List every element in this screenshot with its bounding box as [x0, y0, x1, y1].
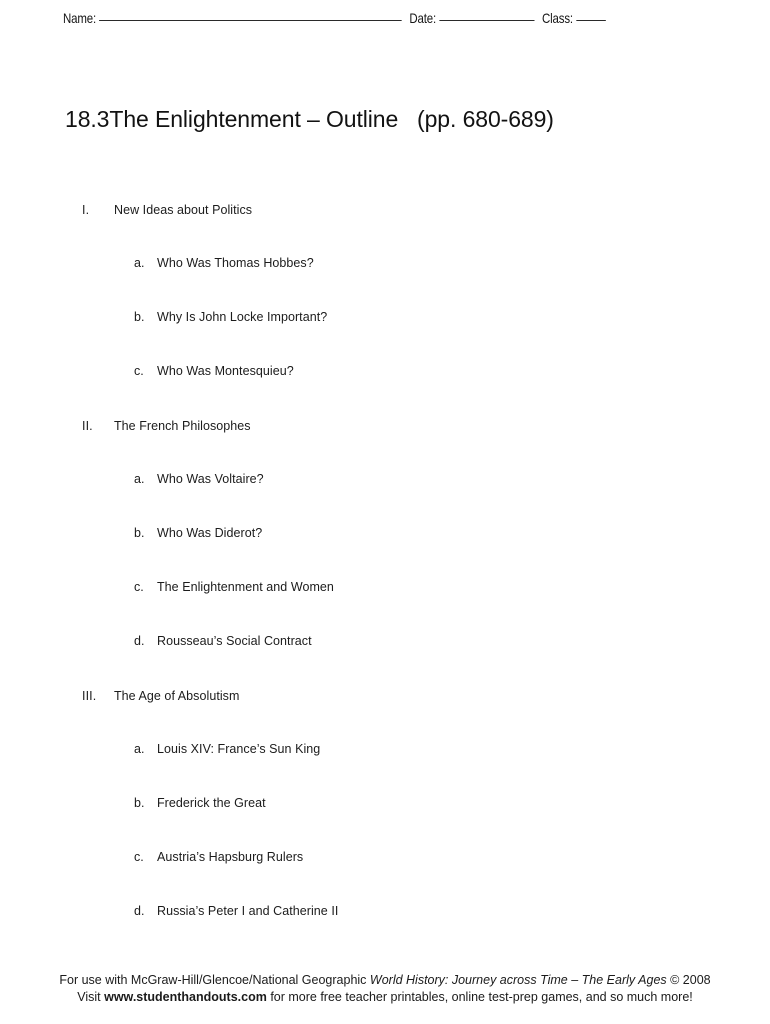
date-write-line[interactable]: [439, 20, 534, 21]
outline-subitem: [0, 240, 770, 294]
outline-section-title: The French Philosophes: [114, 419, 251, 433]
outline-subitem-letter: a.: [134, 472, 145, 486]
outline-body: [0, 186, 770, 942]
outline-subitem: [0, 780, 770, 834]
outline-section-title: The Age of Absolutism: [114, 689, 240, 703]
footer-visit-suffix: for more free teacher printables, online test-prep games, and so much more!: [266, 990, 693, 1004]
outline-section: [0, 402, 770, 672]
footer-line-website: [0, 989, 770, 1006]
outline-subitem-letter: d.: [134, 634, 145, 648]
outline-subitem: [0, 618, 770, 672]
student-info-header: [63, 10, 607, 32]
outline-section-header: [0, 672, 770, 726]
outline-subitem-letter: d.: [134, 904, 145, 918]
outline-subitem-text: Who Was Thomas Hobbes?: [157, 256, 314, 270]
page-footer: [0, 972, 770, 1006]
outline-section: [0, 672, 770, 942]
outline-subitem-text: The Enlightenment and Women: [157, 580, 334, 594]
name-write-line[interactable]: [99, 20, 402, 21]
footer-attribution-prefix: For use with McGraw-Hill/Glencoe/National Geographic: [59, 973, 370, 987]
name-label: Name:: [63, 10, 97, 26]
outline-subitem-text: Who Was Montesquieu?: [157, 364, 294, 378]
outline-subitem-text: Who Was Diderot?: [157, 526, 263, 540]
footer-line-attribution: [0, 972, 770, 989]
outline-subitem-text: Louis XIV: France’s Sun King: [157, 742, 321, 756]
outline-subitem: [0, 294, 770, 348]
outline-subitem: [0, 510, 770, 564]
outline-subitem: [0, 564, 770, 618]
outline-subitem-letter: b.: [134, 310, 145, 324]
outline-subitem-text: Why Is John Locke Important?: [157, 310, 328, 324]
class-write-line[interactable]: [576, 20, 606, 21]
outline-section-header: [0, 186, 770, 240]
outline-subitem-text: Frederick the Great: [157, 796, 266, 810]
outline-section-numeral: I.: [82, 203, 90, 217]
footer-visit-prefix: Visit: [77, 990, 105, 1004]
outline-subitem-letter: b.: [134, 796, 145, 810]
outline-section-numeral: III.: [82, 689, 97, 703]
footer-website-link[interactable]: www.studenthandouts.com: [104, 990, 267, 1004]
outline-subitem-text: Who Was Voltaire?: [157, 472, 264, 486]
outline-subitem: [0, 726, 770, 780]
outline-subitem: [0, 456, 770, 510]
outline-subitem-letter: c.: [134, 580, 144, 594]
outline-subitem-letter: b.: [134, 526, 145, 540]
outline-subitem: [0, 834, 770, 888]
outline-subitem-text: Russia’s Peter I and Catherine II: [157, 904, 339, 918]
outline-subitem: [0, 348, 770, 402]
outline-section: [0, 186, 770, 402]
outline-section-numeral: II.: [82, 419, 93, 433]
outline-subitem-letter: c.: [134, 364, 144, 378]
outline-section-header: [0, 402, 770, 456]
outline-section-title: New Ideas about Politics: [114, 203, 253, 217]
outline-subitem-letter: c.: [134, 850, 144, 864]
outline-subitem: [0, 888, 770, 942]
outline-subitem-text: Austria’s Hapsburg Rulers: [157, 850, 304, 864]
outline-subitem-letter: a.: [134, 256, 145, 270]
footer-book-title: World History: Journey across Time – The Early Ages: [369, 973, 667, 987]
footer-copyright: © 2008: [666, 973, 711, 987]
outline-subitem-letter: a.: [134, 742, 145, 756]
date-label: Date:: [409, 10, 436, 26]
class-label: Class:: [542, 10, 573, 26]
page-title: 18.3The Enlightenment – Outline (pp. 680-689): [65, 106, 554, 132]
outline-subitem-text: Rousseau’s Social Contract: [157, 634, 312, 648]
